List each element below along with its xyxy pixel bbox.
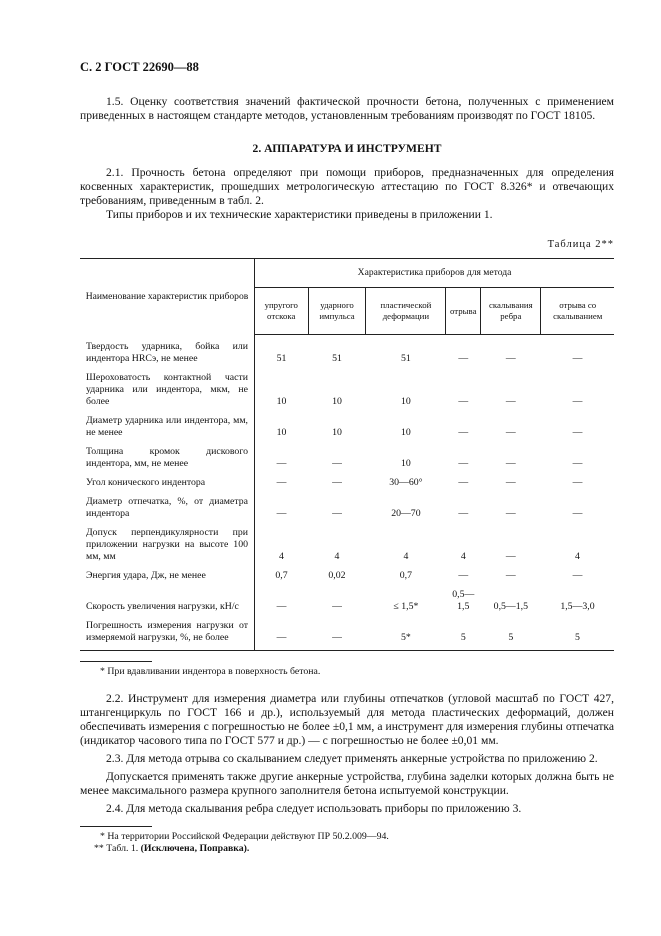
row-name: Толщина кромок дискового индентора, мм, не менее xyxy=(80,443,255,474)
method-header: пластической деформации xyxy=(366,288,446,335)
table-cell: 51 xyxy=(276,352,287,364)
table-cell: — xyxy=(505,550,516,562)
table-row xyxy=(80,369,614,412)
table-row xyxy=(80,524,614,567)
table-cell: — xyxy=(572,569,583,581)
table-row xyxy=(80,335,614,369)
table-cell: — xyxy=(572,457,583,469)
table-cell: — xyxy=(276,600,287,612)
paragraph-types: Типы приборов и их технические характеристики приведены в приложении 1. xyxy=(106,208,493,221)
table-cell: — xyxy=(505,426,516,438)
table-cell: 0,5—1,5 xyxy=(452,588,475,612)
method-header: отрыва со скалыванием xyxy=(541,288,614,335)
table-cell: 5 xyxy=(541,617,614,651)
table-cell: ≤ 1,5* xyxy=(393,600,419,612)
table-cell: 5* xyxy=(366,617,446,651)
paragraph-2-4: 2.4. Для метода скалывания ребра следует использовать приборы по приложению 3. xyxy=(106,801,522,815)
table-cell: 4 xyxy=(279,550,284,562)
row-name: Допуск перпендикулярности при приложении нагрузки на высоте 100 мм, мм xyxy=(80,524,255,567)
table-cell: 51 xyxy=(401,352,411,364)
table-cell: — xyxy=(572,352,583,364)
page-header: С. 2 ГОСТ 22690—88 xyxy=(80,60,199,74)
method-header: ударного импульса xyxy=(308,288,366,335)
paragraph-1-5: 1.5. Оценку соответствия значений фактической прочности бетона, полученных с применением приведенных в настоящем стандарте методов, установленным требованиям производят по ГОСТ 18105. xyxy=(80,95,614,122)
table-cell: — xyxy=(572,395,583,407)
paragraph-2-1: 2.1. Прочность бетона определяют при помощи приборов, предназначенных для определения косвенных характеристик, прошедших метрологическую аттестацию по ГОСТ 8.326* и отвечающих требованиям, приведенным в табл. 2. xyxy=(80,166,614,207)
table-cell: — xyxy=(458,352,469,364)
table-cell: 4 xyxy=(460,550,466,562)
row-name: Диаметр отпечатка, %, от диаметра индентора xyxy=(80,493,255,524)
table-cell: 5 xyxy=(446,617,481,651)
table-cell: — xyxy=(505,352,516,364)
table-cell: 0,02 xyxy=(328,569,346,581)
table-name-header: Наименование характеристик приборов xyxy=(80,259,255,335)
table-cell: 10 xyxy=(401,395,411,407)
table-cell: 5 xyxy=(481,617,541,651)
table-cell: — xyxy=(505,457,516,469)
table-cell: — xyxy=(276,507,287,519)
paragraph-2-3: 2.3. Для метода отрыва со скалыванием следует применять анкерные устройства по приложению 2. xyxy=(106,751,598,765)
table-cell: — xyxy=(505,569,516,581)
row-name: Угол конического индентора xyxy=(80,474,255,493)
table-cell: — xyxy=(276,457,287,469)
table-cell: — xyxy=(458,395,469,407)
document-page xyxy=(80,60,614,855)
method-header: скалывания ребра xyxy=(481,288,541,335)
table-cell: 10 xyxy=(276,426,287,438)
table-cell: — xyxy=(572,426,583,438)
table-cell: — xyxy=(255,617,309,651)
paragraph-anchor: Допускается применять также другие анкерные устройства, глубина заделки которых должна быть не менее максимального размера крупного заполнителя бетона испытуемой конструкции. xyxy=(80,769,614,797)
table-cell: 1,5—3,0 xyxy=(560,600,595,612)
table-cell: — xyxy=(458,457,469,469)
table-cell: — xyxy=(458,569,469,581)
footnote-2 xyxy=(80,843,614,855)
method-header: упругого отскока xyxy=(255,288,309,335)
table-cell: — xyxy=(505,507,516,519)
table-cell: — xyxy=(308,617,366,651)
table-cell: 10 xyxy=(401,457,411,469)
table-cell: 0,7 xyxy=(399,569,413,581)
table-cell: — xyxy=(572,476,583,488)
table-cell: — xyxy=(332,457,342,469)
table-cell: — xyxy=(332,507,342,519)
table-cell: 30—60° xyxy=(389,476,423,488)
table-cell: — xyxy=(458,426,469,438)
table-footnote: * При вдавливании индентора в поверхность бетона. xyxy=(100,665,321,677)
table-cell: 20—70 xyxy=(391,507,421,519)
table-cell: — xyxy=(505,395,516,407)
table-cell: 4 xyxy=(403,550,409,562)
table-cell: 4 xyxy=(334,550,340,562)
row-name: Скорость увеличения нагрузки, кН/с xyxy=(80,586,255,617)
paragraph-2-2: 2.2. Инструмент для измерения диаметра или глубины отпечатков (угловой масштаб по ГОСТ 427, штангенциркуль по ГОСТ 166 и др.), используемый для метода пластических деформаций, должен обеспечивать измерения с погрешностью не более ±0,1 мм, а инструмент для измерения глубины отпечатка (индикатор часового типа по ГОСТ 577 и др.) — с погрешностью не более ±0,01 мм. xyxy=(80,691,614,747)
footnote-2-bold: (Исключена, Поправка). xyxy=(140,842,250,854)
table-row xyxy=(80,443,614,474)
table-cell: 10 xyxy=(332,426,342,438)
footnote-divider xyxy=(80,826,152,827)
table-cell: — xyxy=(572,507,583,519)
table-cell: — xyxy=(332,476,342,488)
footnote-1: * На территории Российской Федерации действуют ПР 50.2.009—94. xyxy=(100,830,389,842)
table-cell: 10 xyxy=(332,395,342,407)
row-name: Твердость ударника, бойка или индентора HRCэ, не менее xyxy=(80,335,255,369)
row-name: Энергия удара, Дж, не менее xyxy=(80,567,255,586)
row-name: Шероховатость контактной части ударника или индентора, мкм, не более xyxy=(80,369,255,412)
row-name: Диаметр ударника или индентора, мм, не менее xyxy=(80,412,255,443)
table-row xyxy=(80,474,614,493)
table-cell: 10 xyxy=(401,426,411,438)
table-cell: — xyxy=(458,507,469,519)
table-row xyxy=(80,412,614,443)
table-cell: 51 xyxy=(332,352,342,364)
table-cell: — xyxy=(276,476,287,488)
instrument-table xyxy=(80,258,614,651)
table-caption: Таблица 2** xyxy=(547,239,614,250)
table-cell: — xyxy=(332,600,342,612)
table-group-header: Характеристика приборов для метода xyxy=(255,259,615,288)
table-row xyxy=(80,617,614,651)
table-row xyxy=(80,567,614,586)
table-cell: — xyxy=(505,476,516,488)
table-cell: 4 xyxy=(575,550,580,562)
row-name: Погрешность измерения нагрузки от измеряемой нагрузки, %, не более xyxy=(80,617,255,651)
method-header: отрыва xyxy=(446,288,481,335)
section-title: 2. АППАРАТУРА И ИНСТРУМЕНТ xyxy=(252,142,442,155)
table-row xyxy=(80,586,614,617)
table-cell: 10 xyxy=(276,395,287,407)
table-cell: 0,5—1,5 xyxy=(493,600,528,612)
table-cell: 0,7 xyxy=(275,569,288,581)
table-body xyxy=(80,335,614,651)
footnote-2-text: ** Табл. 1. xyxy=(94,842,141,854)
footnote-divider xyxy=(80,661,152,662)
table-cell: — xyxy=(458,476,469,488)
table-row xyxy=(80,493,614,524)
